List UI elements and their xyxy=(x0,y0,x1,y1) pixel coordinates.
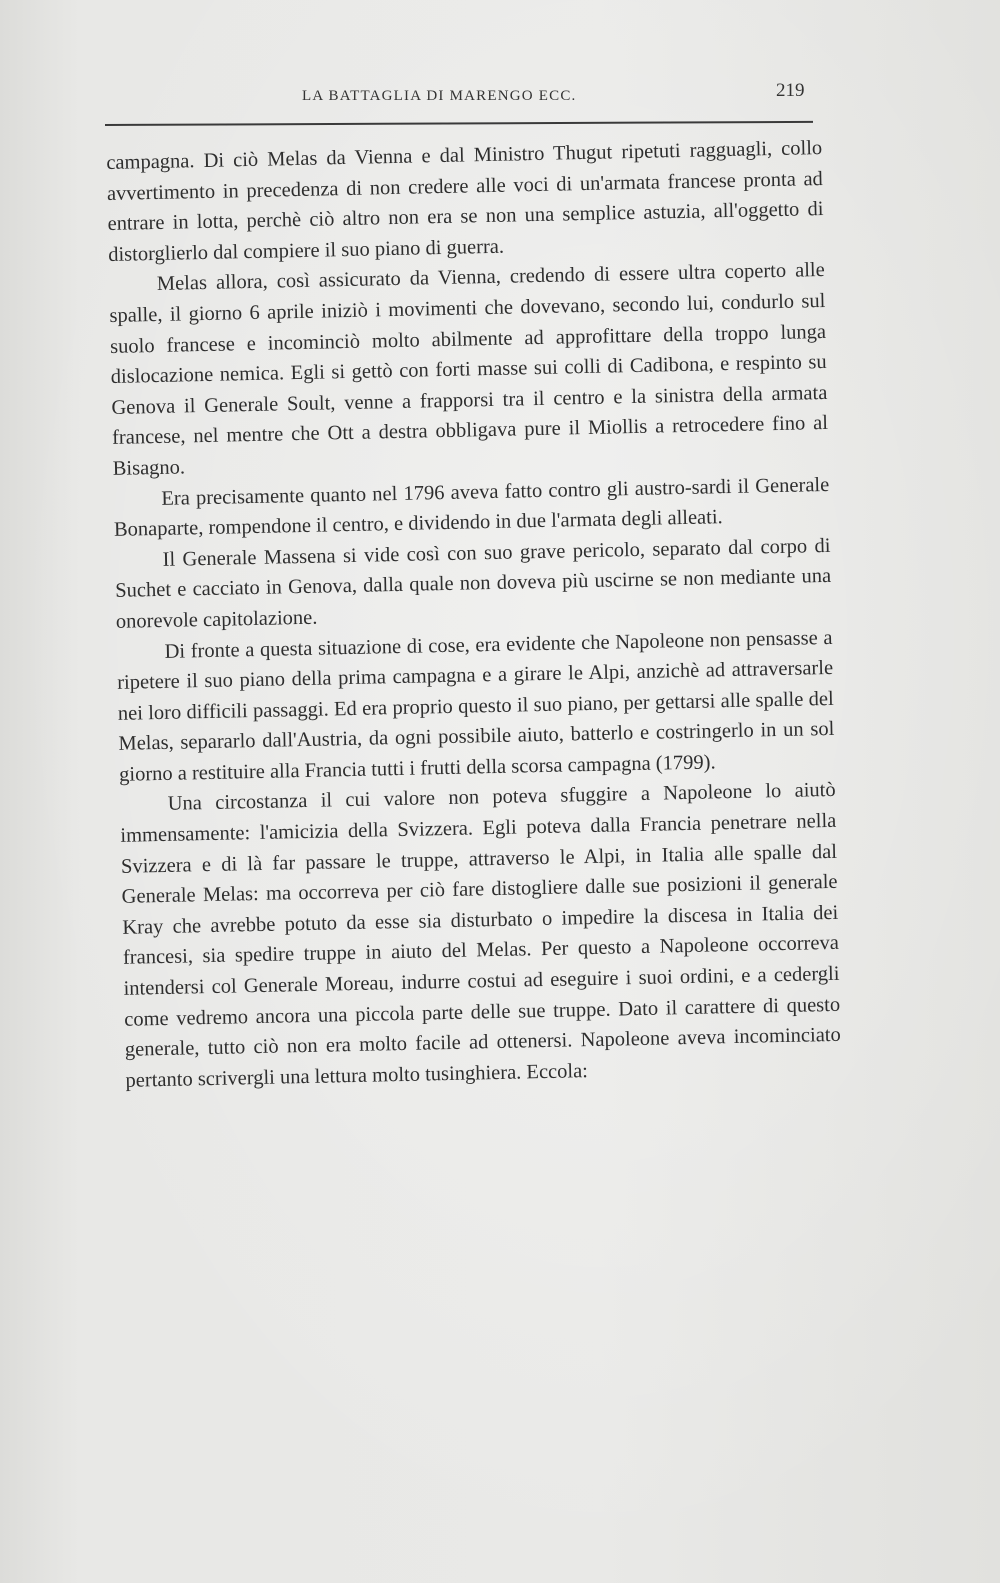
paragraph: Il Generale Massena si vide così con suo grave pericolo, separato dal corpo di Suchet e cacciato in Genova, dalla quale non doveva più uscirne se non mediante una onorevole capitolazione. xyxy=(115,534,832,633)
paragraph: campagna. Di ciò Melas da Vienna e dal Ministro Thugut ripetuti ragguagli, collo avvertimento in precedenza di non credere alle voci di un'armata francese pronta ad entrare in lotta, perchè ciò altro non era se non una semplice astuzia, all'oggetto di distorglierlo dal compiere il suo piano di guerra. xyxy=(106,137,824,266)
paragraph: Di fronte a questa situazione di cose, era evidente che Napoleone non pensasse a ripetere il suo piano della prima campagna e a girare le Alpi, anzichè ad attraversarle nei loro difficili passaggi. Ed era proprio questo il suo piano, per gettarsi alle spalle del Melas, separarlo dall'Austria, da ogni possibile aiuto, batterlo e costringerlo in un sol giorno a restituire alla Francia tutti i frutti della scorsa campagna (1799). xyxy=(116,626,835,786)
paragraph: Era precisamente quanto nel 1796 aveva fatto contro gli austro-sardi il Generale Bonaparte, rompendone il centro, e dividendo in due l'armata degli alleati. xyxy=(113,473,830,542)
page-number: 219 xyxy=(776,80,805,101)
body-text xyxy=(106,133,842,1096)
paragraph: Melas allora, così assicurato da Vienna, credendo di essere ultra coperto alle spalle, il giorno 6 aprile iniziò i movimenti che dovevano, secondo lui, condurlo sul suolo francese e incominciò molto abilmente ad approfittare della troppo lunga dislocazione nemica. Egli si gettò con forti masse sui colli di Cadibona, e respinto su Genova il Generale Soult, venne a frapporsi tra il centro e la sinistra della armata francese, nel mentre che Ott a destra obbligava pure il Miollis a retrocedere fino al Bisagno. xyxy=(109,259,829,480)
header-rule xyxy=(105,121,813,126)
paragraph: Una circostanza il cui valore non poteva sfuggire a Napoleone lo aiutò immensamente: l'amicizia della Svizzera. Egli poteva dalla Francia penetrare nella Svizzera e di là far passare le truppe, attraverso le Alpi, in Italia alle spalle dal Generale Melas: ma occorreva per ciò fare distogliere dalle sue posizioni il generale Kray che avrebbe potuto da esse sia disturbato o impedire la discesa in Italia dei francesi, sia spedire truppe in aiuto del Melas. Per questo a Napoleone occorreva intendersi col Generale Moreau, indurre costui ad eseguire i suoi ordini, e a cedergli come vedremo ancora una piccola parte delle sue truppe. Dato il carattere di questo generale, tutto ciò non era molto facile ad ottenersi. Napoleone aveva incominciato pertanto scrivergli una lettura molto tusinghiera. Eccola: xyxy=(120,779,841,1092)
running-header: LA BATTAGLIA DI MARENGO ECC. xyxy=(302,88,577,104)
